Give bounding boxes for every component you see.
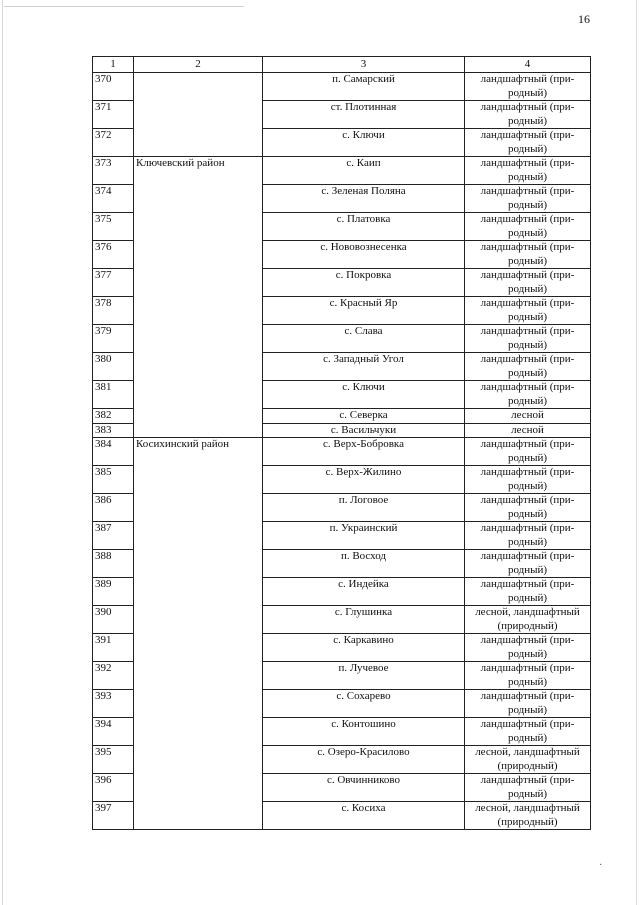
row-number: 389: [93, 578, 134, 606]
settlement-name: с. Зеленая Поляна: [263, 185, 465, 213]
heritage-type: лесной, ландшафтный (природный): [465, 802, 591, 830]
settlement-name: с. Северка: [263, 409, 465, 424]
table-body: [93, 73, 591, 830]
settlement-name: с. Верх-Бобровка: [263, 438, 465, 466]
settlement-name: с. Покровка: [263, 269, 465, 297]
settlement-name: с. Красный Яр: [263, 297, 465, 325]
settlement-name: с. Индейка: [263, 578, 465, 606]
heritage-type: ландшафтный (при-родный): [465, 634, 591, 662]
settlement-name: с. Овчинниково: [263, 774, 465, 802]
row-number: 386: [93, 494, 134, 522]
district-cell: [134, 73, 263, 157]
row-number: 378: [93, 297, 134, 325]
row-number: 396: [93, 774, 134, 802]
row-number: 397: [93, 802, 134, 830]
table-row: [93, 438, 591, 466]
row-number: 383: [93, 423, 134, 438]
row-number: 394: [93, 718, 134, 746]
scan-edge-left: [2, 0, 3, 905]
row-number: 385: [93, 466, 134, 494]
heritage-type: ландшафтный (при-родный): [465, 325, 591, 353]
heritage-type: ландшафтный (при-родный): [465, 578, 591, 606]
settlement-name: с. Нововознесенка: [263, 241, 465, 269]
row-number: 393: [93, 690, 134, 718]
heritage-type: ландшафтный (при-родный): [465, 129, 591, 157]
row-number: 379: [93, 325, 134, 353]
district-cell: Косихинский район: [134, 438, 263, 830]
settlement-name: с. Косиха: [263, 802, 465, 830]
row-number: 395: [93, 746, 134, 774]
settlement-name: с. Западный Угол: [263, 353, 465, 381]
settlement-name: с. Ключи: [263, 381, 465, 409]
registry-table: [92, 56, 591, 830]
heritage-type: ландшафтный (при-родный): [465, 522, 591, 550]
settlement-name: п. Логовое: [263, 494, 465, 522]
row-number: 372: [93, 129, 134, 157]
settlement-name: с. Верх-Жилино: [263, 466, 465, 494]
settlement-name: с. Слава: [263, 325, 465, 353]
heritage-type: ландшафтный (при-родный): [465, 494, 591, 522]
heritage-type: лесной: [465, 423, 591, 438]
heritage-type: ландшафтный (при-родный): [465, 774, 591, 802]
row-number: 377: [93, 269, 134, 297]
heritage-type: ландшафтный (при-родный): [465, 157, 591, 185]
settlement-name: с. Ключи: [263, 129, 465, 157]
settlement-name: с. Озеро-Красилово: [263, 746, 465, 774]
settlement-name: с. Платовка: [263, 213, 465, 241]
settlement-name: п. Самарский: [263, 73, 465, 101]
row-number: 381: [93, 381, 134, 409]
settlement-name: с. Васильчуки: [263, 423, 465, 438]
table-row: [93, 73, 591, 101]
heritage-type: ландшафтный (при-родный): [465, 690, 591, 718]
row-number: 387: [93, 522, 134, 550]
settlement-name: с. Каип: [263, 157, 465, 185]
table-row: [93, 157, 591, 185]
heritage-type: ландшафтный (при-родный): [465, 241, 591, 269]
heritage-type: ландшафтный (при-родный): [465, 297, 591, 325]
row-number: 370: [93, 73, 134, 101]
page-number: 16: [578, 12, 590, 26]
heritage-type: ландшафтный (при-родный): [465, 269, 591, 297]
heritage-type: ландшафтный (при-родный): [465, 185, 591, 213]
row-number: 380: [93, 353, 134, 381]
row-number: 373: [93, 157, 134, 185]
row-number: 382: [93, 409, 134, 424]
settlement-name: с. Глушинка: [263, 606, 465, 634]
heritage-type: лесной, ландшафтный (природный): [465, 746, 591, 774]
settlement-name: п. Восход: [263, 550, 465, 578]
row-number: 384: [93, 438, 134, 466]
row-number: 392: [93, 662, 134, 690]
heritage-type: ландшафтный (при-родный): [465, 466, 591, 494]
heritage-type: ландшафтный (при-родный): [465, 353, 591, 381]
heritage-type: ландшафтный (при-родный): [465, 73, 591, 101]
header-col-1: 1: [93, 57, 134, 73]
row-number: 388: [93, 550, 134, 578]
heritage-type: ландшафтный (при-родный): [465, 662, 591, 690]
row-number: 374: [93, 185, 134, 213]
row-number: 371: [93, 101, 134, 129]
scan-edge-right: [636, 0, 637, 905]
header-col-4: 4: [465, 57, 591, 73]
settlement-name: с. Контошино: [263, 718, 465, 746]
heritage-type: ландшафтный (при-родный): [465, 213, 591, 241]
table-header-row: [93, 57, 591, 73]
settlement-name: с. Сохарево: [263, 690, 465, 718]
heritage-type: ландшафтный (при-родный): [465, 381, 591, 409]
settlement-name: п. Украинский: [263, 522, 465, 550]
heritage-type: лесной: [465, 409, 591, 424]
heritage-type: ландшафтный (при-родный): [465, 550, 591, 578]
settlement-name: с. Каркавино: [263, 634, 465, 662]
row-number: 391: [93, 634, 134, 662]
row-number: 390: [93, 606, 134, 634]
row-number: 376: [93, 241, 134, 269]
scan-top-mark: [4, 6, 244, 7]
header-col-3: 3: [263, 57, 465, 73]
header-col-2: 2: [134, 57, 263, 73]
heritage-type: ландшафтный (при-родный): [465, 718, 591, 746]
heritage-type: ландшафтный (при-родный): [465, 101, 591, 129]
heritage-type: ландшафтный (при-родный): [465, 438, 591, 466]
settlement-name: ст. Плотинная: [263, 101, 465, 129]
row-number: 375: [93, 213, 134, 241]
settlement-name: п. Лучевое: [263, 662, 465, 690]
district-cell: Ключевский район: [134, 157, 263, 438]
heritage-type: лесной, ландшафтный (природный): [465, 606, 591, 634]
scan-dot: ·: [599, 860, 603, 871]
